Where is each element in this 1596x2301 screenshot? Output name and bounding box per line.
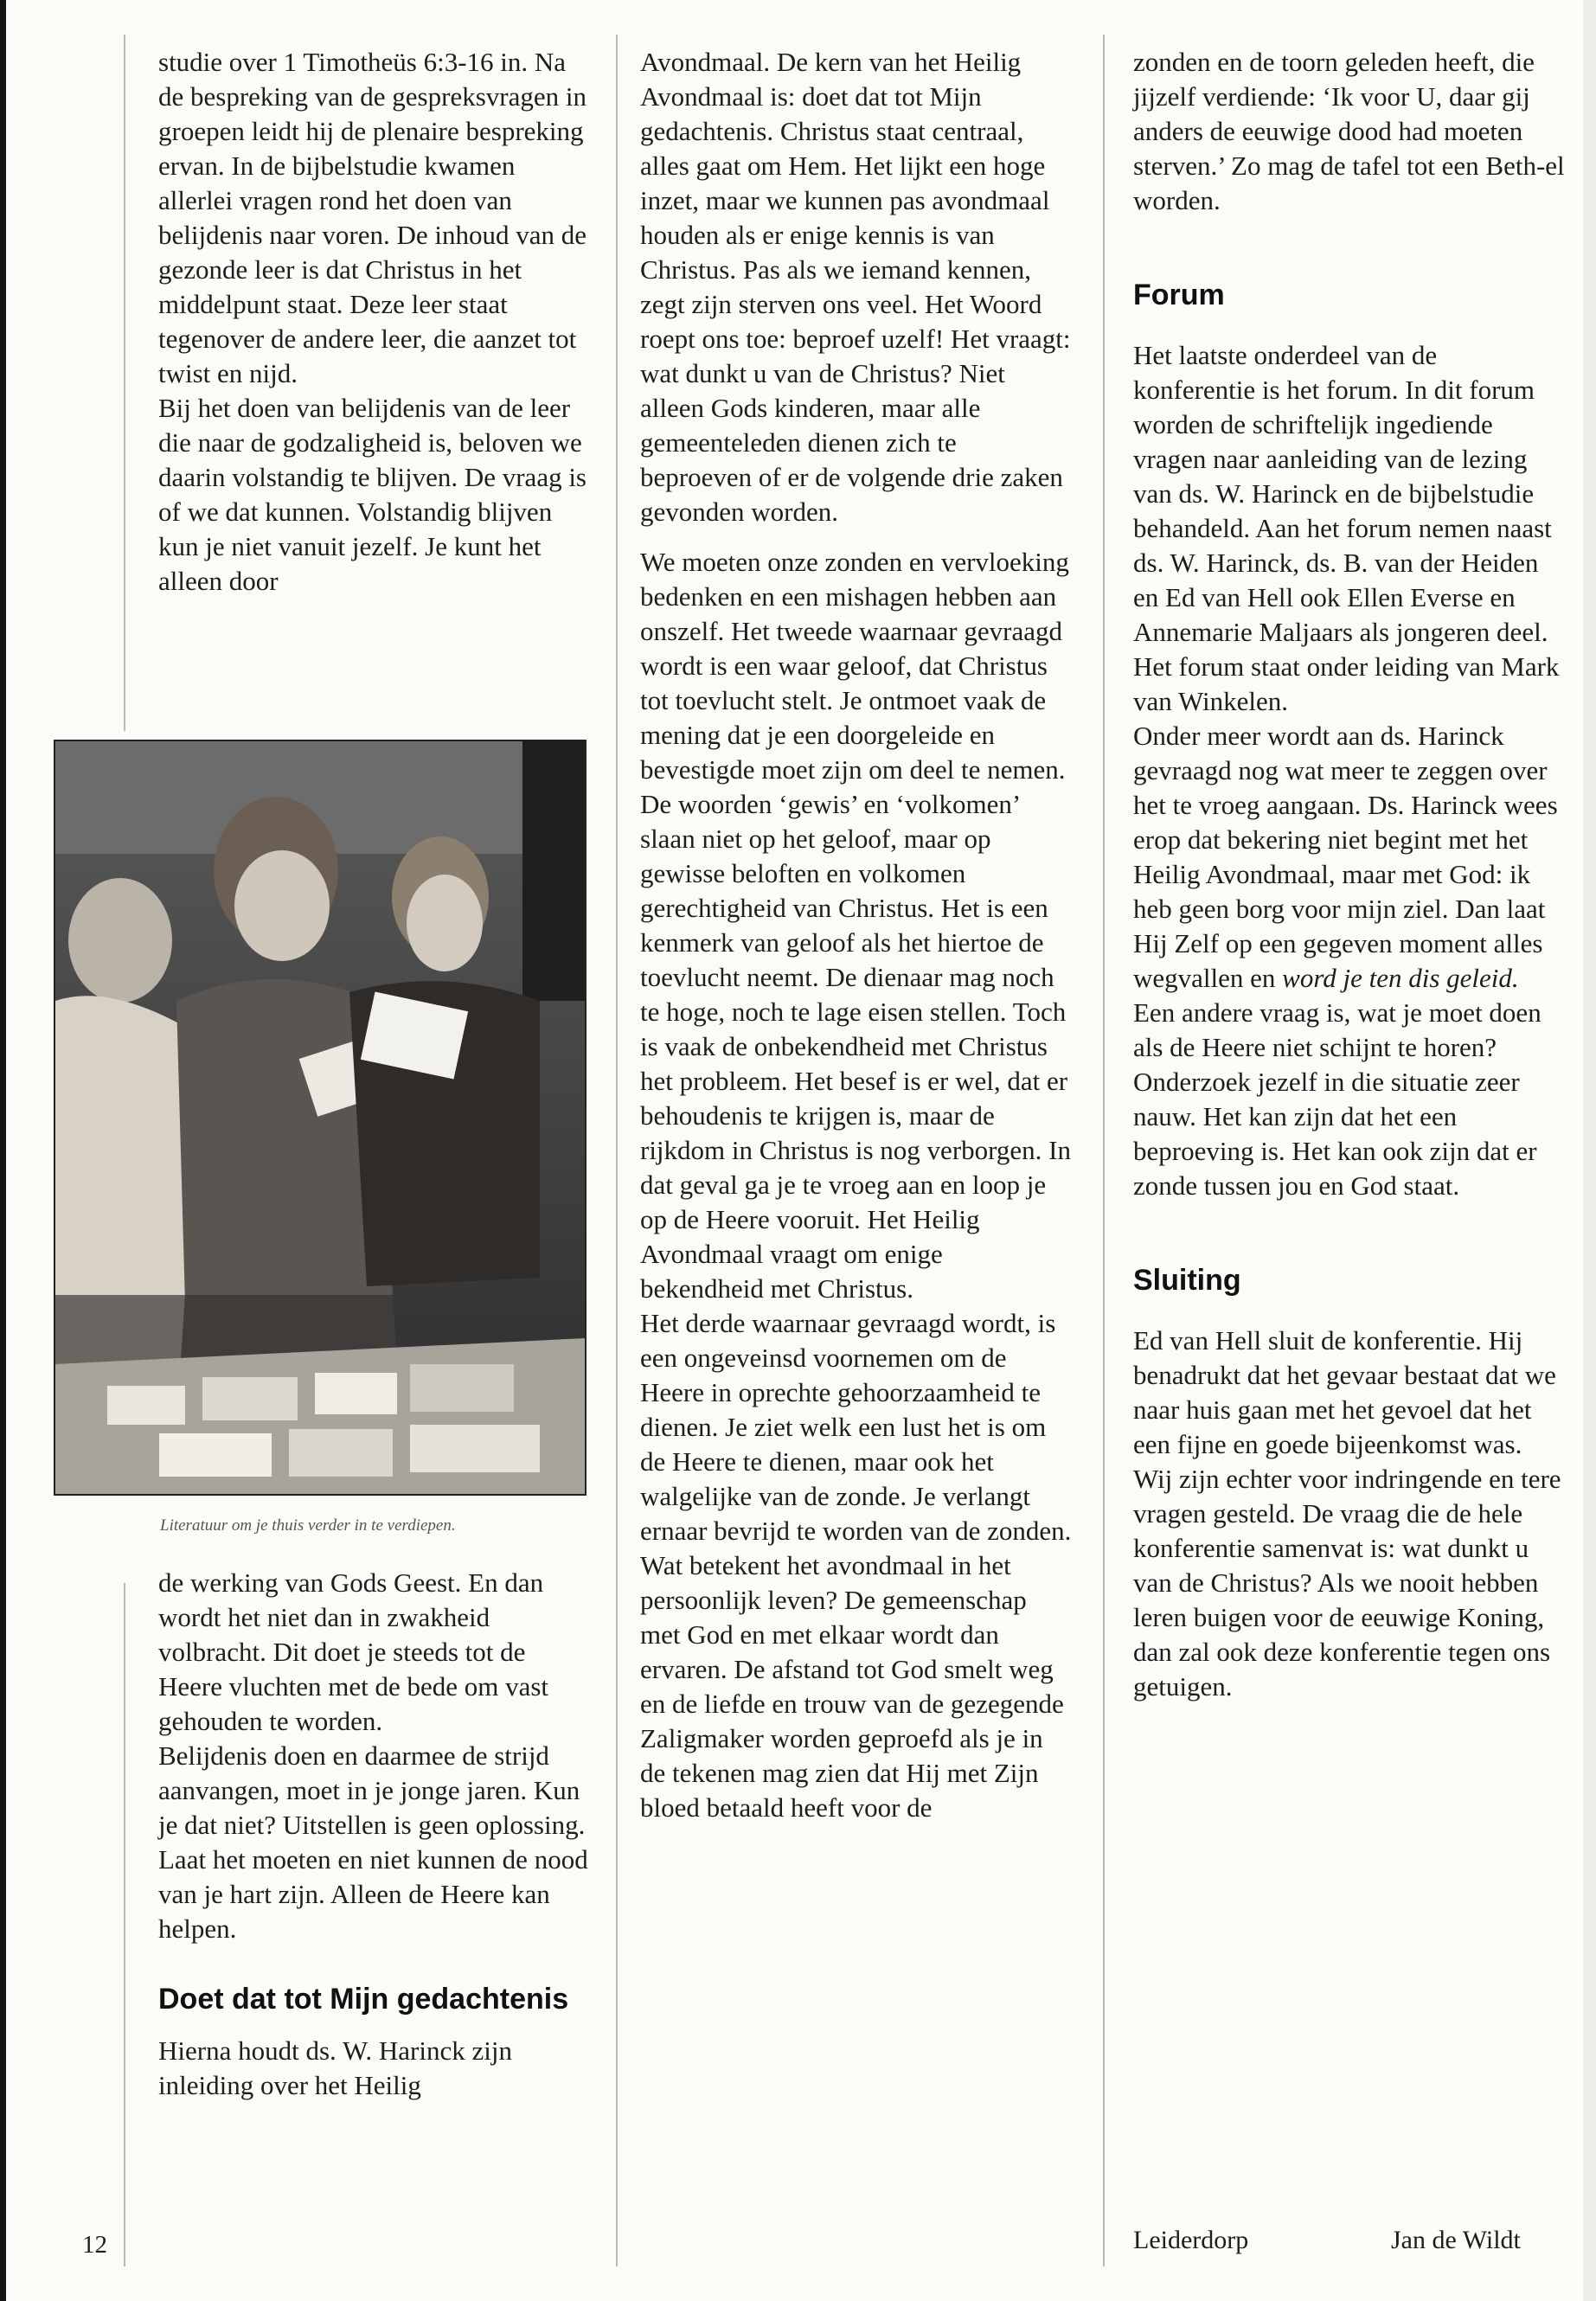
col3-forum-paragraph-3: Een andere vraag is, wat je moet doen als de Heere niet schijnt te horen? Onderzoek jezelf in die situatie zeer nauw. Het kan zijn dat het een beproeving is. Het kan ook zijn dat er zonde tussen jou en God staat.	[1133, 997, 1542, 1201]
column-2	[640, 45, 1073, 1825]
column-1-top	[158, 45, 591, 599]
signature-author: Jan de Wildt	[1391, 2226, 1521, 2254]
col2-paragraph-3: Het derde waarnaar gevraagd wordt, is een ongeveinsd voornemen om de Heere in oprechte gehoorzaamheid te dienen. Je ziet welk een lust het is om de Heere te dienen, maar ook het walgelijke van de zonde. Je verlangt ernaar bevrijd te worden van de zonden.	[640, 1308, 1072, 1546]
page-edge-right	[1583, 0, 1596, 2301]
col3-forum-paragraph-1: Het laatste onderdeel van de konferentie is het forum. In dit forum worden de schriftelijk ingediende vragen naar aanleiding van de lezing van ds. W. Harinck en de bijbelstudie behandeld. Aan het forum nemen naast ds. W. Harinck, ds. B. van der Heiden en Ed van Hell ook Ellen Everse en Annemarie Maljaars als jongeren deel. Het forum staat onder leiding van Mark van Winkelen.	[1133, 340, 1560, 716]
section-heading-sluiting: Sluiting	[1133, 1264, 1241, 1297]
column-rule-right	[1103, 35, 1105, 2266]
photo-young-people-reading	[54, 740, 586, 1496]
section-heading-gedachtenis: Doet dat tot Mijn gedachtenis	[158, 1983, 569, 2016]
col3-closing-paragraph: Ed van Hell sluit de konferentie. Hij benadrukt dat het gevaar bestaat dat we naar huis gaan met het gevoel dat het een fijne en goede bijeenkomst was. Wij zijn echter voor indringende en tere vragen gesteld. De vraag die de hele konferentie samenvat is: wat dunkt u van de Christus? Als we nooit hebben leren buigen voor de eeuwige Koning, dan zal ook deze konferentie tegen ons getuigen.	[1133, 1325, 1561, 1702]
photo-caption: Literatuur om je thuis verder in te verdiepen.	[160, 1516, 456, 1535]
col1-paragraph-3: de werking van Gods Geest. En dan wordt het niet dan in zwakheid volbracht. Dit doet je steeds tot de Heere vluchten met de bede om vast gehouden te worden.	[158, 1567, 549, 1736]
column-rule-middle	[616, 35, 618, 2266]
page-edge-left	[0, 0, 6, 2301]
col2-paragraph-4: Wat betekent het avondmaal in het persoonlijk leven? De gemeenschap met God en met elkaar wordt dan ervaren. De afstand tot God smelt weg en de liefde en trouw van de gezegende Zaligmaker worden geproefd als je in de tekenen mag zien dat Hij met Zijn bloed betaald heeft voor de	[640, 1550, 1064, 1823]
section-heading-forum: Forum	[1133, 279, 1225, 311]
col3-forum-paragraph-2	[1133, 719, 1566, 996]
column-rule-left-bottom	[124, 1583, 125, 2266]
page-number: 12	[82, 2231, 107, 2259]
col1-paragraph-4: Belijdenis doen en daarmee de strijd aanvangen, moet in je jonge jaren. Kun je dat niet? Uitstellen is geen oplossing. Laat het moeten en niet kunnen de nood van je hart zijn. Alleen de Heere kan helpen.	[158, 1740, 588, 1944]
col3-intro: zonden en de toorn geleden heeft, die jijzelf verdiende: ‘Ik voor U, daar gij anders de eeuwige dood had moeten sterven.’ Zo mag de tafel tot een Beth-el worden.	[1133, 47, 1565, 215]
col1-paragraph-2: Bij het doen van belijdenis van de leer die naar de godzaligheid is, beloven we daarin volstandig te blijven. De vraag is of we dat kunnen. Volstandig blijven kun je niet vanuit jezelf. Je kunt het alleen door	[158, 393, 587, 596]
column-1-bottom	[158, 1566, 591, 2103]
col1-paragraph-1: studie over 1 Timotheüs 6:3-16 in. Na de bespreking van de gespreksvragen in groepen leidt hij de plenaire bespreking ervan. In de bijbelstudie kwamen allerlei vragen rond het doen van belijdenis naar voren. De inhoud van de gezonde leer is dat Christus in het middelpunt staat. Deze leer staat tegenover de andere leer, die aanzet tot twist en nijd.	[158, 47, 586, 388]
col2-paragraph-1: Avondmaal. De kern van het Heilig Avondmaal is: doet dat tot Mijn gedachtenis. Christus staat centraal, alles gaat om Hem. Het lijkt een hoge inzet, maar we kunnen pas avondmaal houden als er enige kennis is van Christus. Pas als we iemand kennen, zegt zijn sterven ons veel. Het Woord roept ons toe: beproef uzelf! Het vraagt: wat dunkt u van de Christus? Niet alleen Gods kinderen, maar alle gemeenteleden dienen zich te beproeven of er de volgende drie zaken gevonden worden.	[640, 47, 1071, 527]
signature-place: Leiderdorp	[1133, 2226, 1249, 2254]
col2-paragraph-2: We moeten onze zonden en vervloeking bedenken en een mishagen hebben aan onszelf. Het tweede waarnaar gevraagd wordt is een waar geloof, dat Christus tot toevlucht stelt. Je ontmoet vaak de mening dat je een doorgeleide en bevestigde moet zijn om deel te nemen. De woorden ‘gewis’ en ‘volkomen’ slaan niet op het geloof, maar op gewisse beloften en volkomen gerechtigheid van Christus. Het is een kenmerk van geloof als het hiertoe de toevlucht neemt. De dienaar mag noch te hoge, noch te lage eisen stellen. Toch is vaak de onbekendheid met Christus het probleem. Het besef is er wel, dat er behoudenis te krijgen is, maar de rijkdom in Christus is nog verborgen. In dat geval ga je te vroeg aan en loop je op de Heere vooruit. Het Heilig Avondmaal vraagt om enige bekendheid met Christus.	[640, 547, 1071, 1304]
col3-forum-paragraph-2-italic: word je ten dis geleid.	[1282, 963, 1519, 993]
col3-forum-paragraph-2-text: Onder meer wordt aan ds. Harinck gevraagd nog wat meer te zeggen over het te vroeg aangaan. Ds. Harinck wees erop dat bekering niet begint met het Heilig Avondmaal, maar met God: ik heb geen borg voor mijn ziel. Dan laat Hij Zelf op een gegeven moment alles wegvallen en	[1133, 721, 1558, 993]
column-rule-left-top	[124, 35, 125, 731]
column-3	[1133, 45, 1566, 1704]
col1-paragraph-5: Hierna houdt ds. W. Harinck zijn inleiding over het Heilig	[158, 2035, 512, 2100]
photo-illustration	[55, 741, 585, 1494]
